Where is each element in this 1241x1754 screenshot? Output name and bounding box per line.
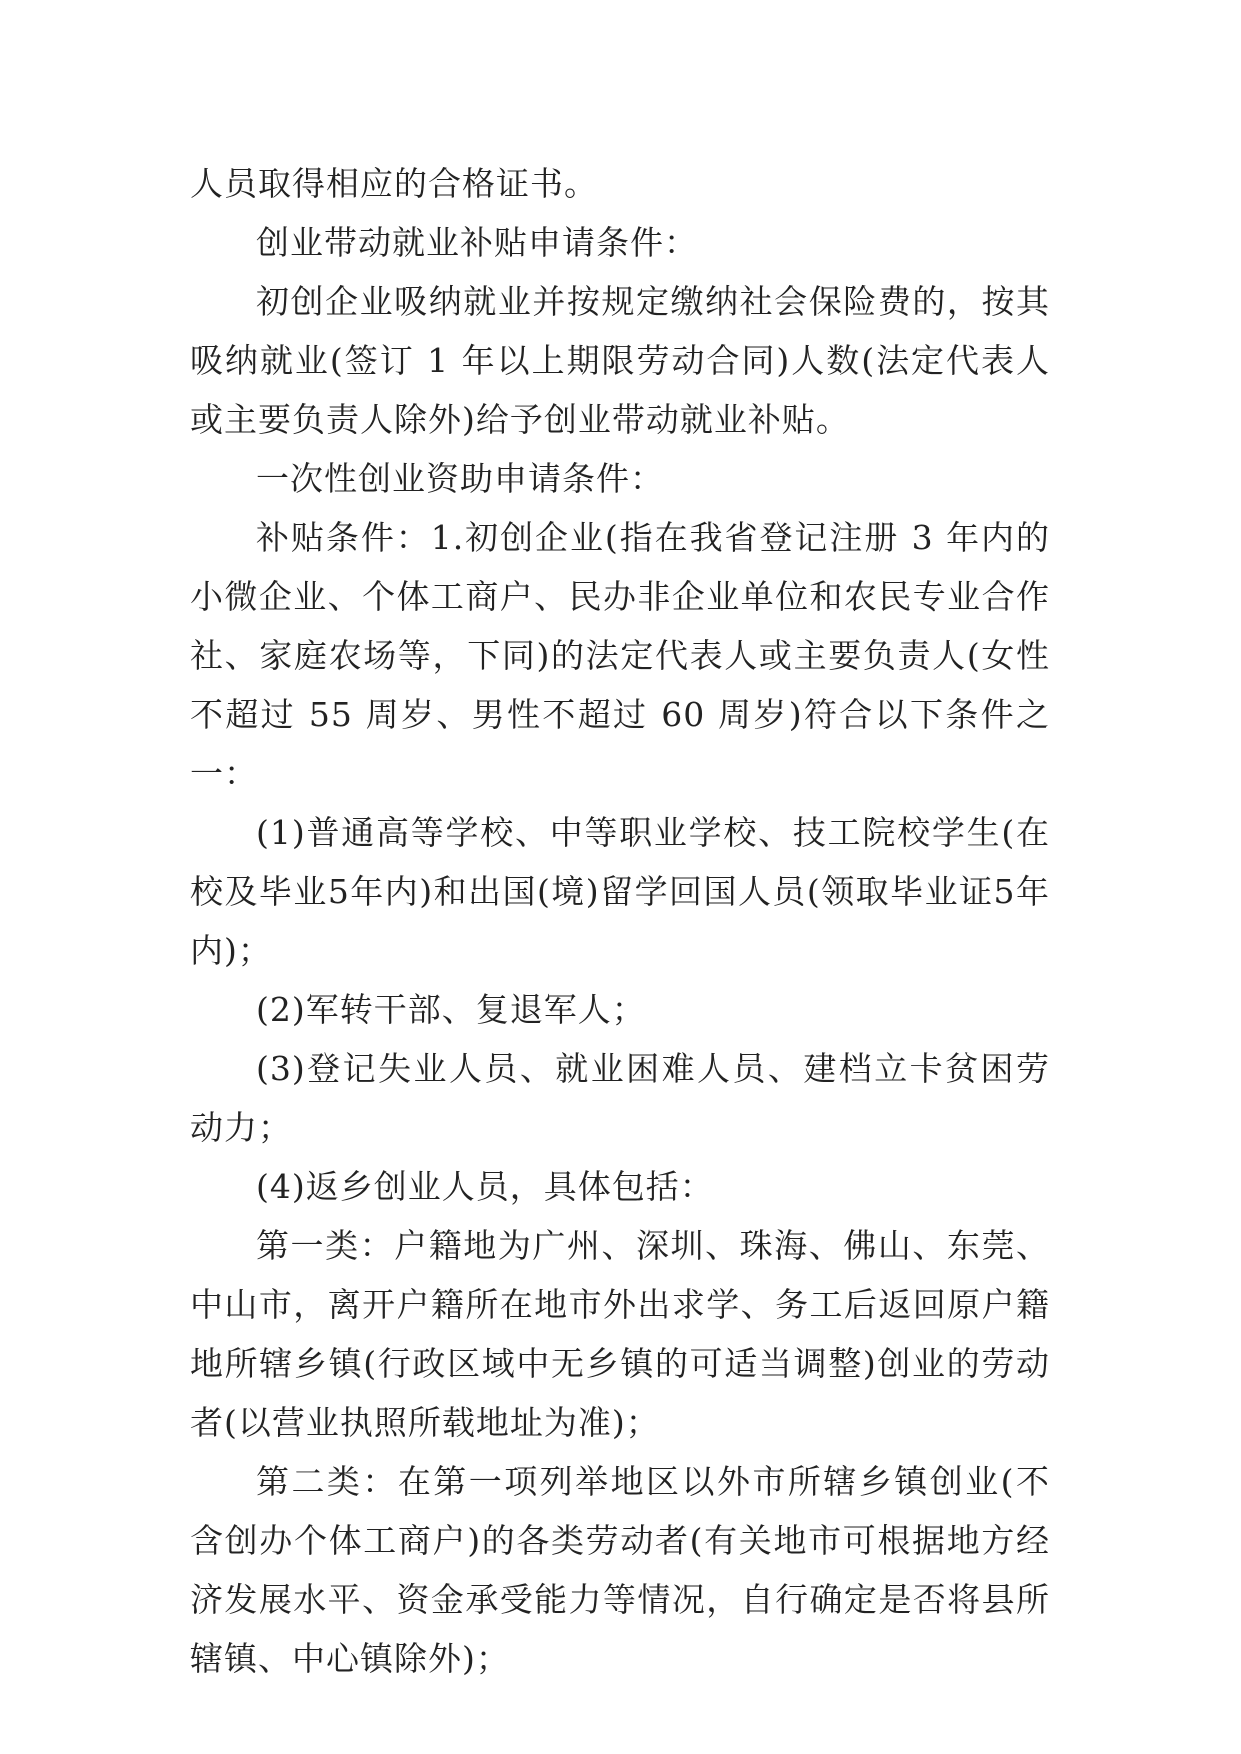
paragraph-4: 一次性创业资助申请条件： xyxy=(256,459,664,498)
document-body xyxy=(190,154,1050,1688)
paragraph-7: (2)军转干部、复退军人； xyxy=(256,990,646,1029)
paragraph-1: 人员取得相应的合格证书。 xyxy=(190,164,598,203)
paragraph-2: 创业带动就业补贴申请条件： xyxy=(256,223,698,262)
paragraph-11: 第二类：在第一项列举地区以外市所辖乡镇创业(不含创办个体工商户)的各类劳动者(有关地市可根据地方经济发展水平、资金承受能力等情况，自行确定是否将县所辖镇、中心镇除外)； xyxy=(190,1462,1050,1678)
paragraph-3: 初创企业吸纳就业并按规定缴纳社会保险费的，按其吸纳就业(签订 1 年以上期限劳动合同)人数(法定代表人或主要负责人除外)给予创业带动就业补贴。 xyxy=(190,282,1050,439)
paragraph-10: 第一类：户籍地为广州、深圳、珠海、佛山、东莞、中山市，离开户籍所在地市外出求学、务工后返回原户籍地所辖乡镇(行政区域中无乡镇的可适当调整)创业的劳动者(以营业执照所载地址为准)； xyxy=(190,1226,1050,1442)
paragraph-9: (4)返乡创业人员，具体包括： xyxy=(256,1167,714,1206)
paragraph-8: (3)登记失业人员、就业困难人员、建档立卡贫困劳动力； xyxy=(190,1049,1050,1147)
paragraph-5: 补贴条件：1.初创企业(指在我省登记注册 3 年内的小微企业、个体工商户、民办非企业单位和农民专业合作社、家庭农场等，下同)的法定代表人或主要负责人(女性不超过 55 周岁、男性不超过 60 周岁)符合以下条件之一： xyxy=(190,518,1050,793)
paragraph-6: (1)普通高等学校、中等职业学校、技工院校学生(在校及毕业5年内)和出国(境)留学回国人员(领取毕业证5年内)； xyxy=(190,813,1050,970)
